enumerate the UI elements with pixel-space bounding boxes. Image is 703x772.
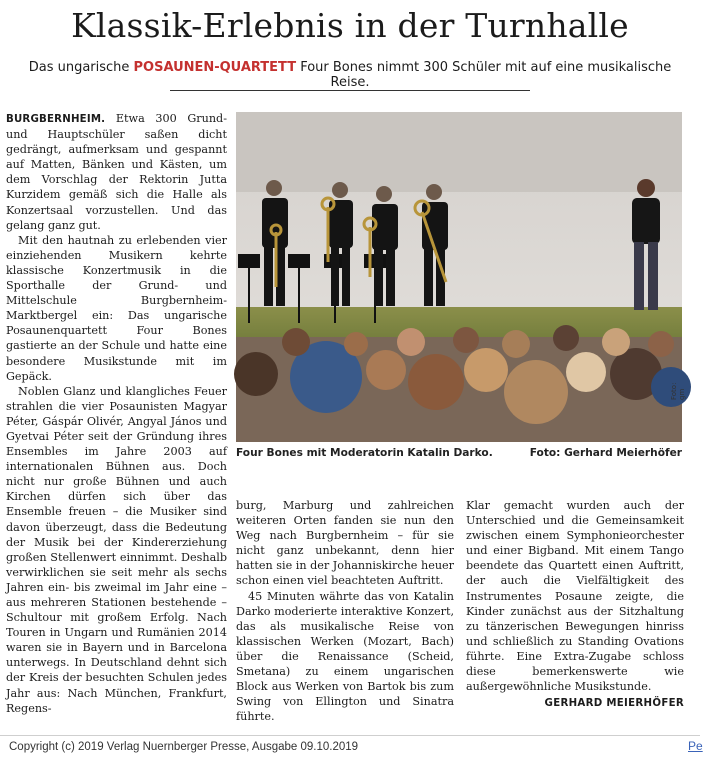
paragraph: Mit den hautnah zu erlebenden vier einziehenden Musikern kehrte klassische Konzertmusik in die Sporthalle der Grund- und Mittelschule Burgbernheim-Marktbergel ein: Das ungarische Posaunenquartett Four Bones gastierte an der Schule und hatte eine besondere Musikstunde mit im Gepäck. xyxy=(6,233,227,383)
copyright-footer: Copyright (c) 2019 Verlag Nuernberger Presse, Ausgabe 09.10.2019 xyxy=(9,741,359,753)
paragraph: 45 Minuten währte das von Katalin Darko moderierte interaktive Konzert, das als musikalische Reise von klassischen Werken (Mozart, Bach) über die Renaissance (Scheid, Smetana) zu einem ungarischen Block aus Werken von Bartok bis zum Swing von Ellington und Sinatra führte. xyxy=(236,589,454,724)
article-column-3 xyxy=(466,498,684,711)
paragraph: burg, Marburg und zahlreichen weiteren Orten fanden sie nun den Weg nach Burgbernheim – für sie nicht ganz unbekannt, denn hier hatten sie in der Johanniskirche heuer schon einen viel beachteten Auftritt. xyxy=(236,499,454,588)
caption-text: Four Bones mit Moderatorin Katalin Darko. xyxy=(236,447,493,459)
article-column-1 xyxy=(6,111,227,716)
footer-divider xyxy=(0,735,700,736)
subheadline-post: Four Bones nimmt 300 Schüler mit auf eine musikalische Reise. xyxy=(296,60,672,90)
audience xyxy=(234,325,691,442)
article-column-2 xyxy=(236,498,454,724)
dateline: BURGBERNHEIM. xyxy=(6,114,106,125)
subheadline xyxy=(11,60,690,90)
author-byline: GERHARD MEIERHÖFER xyxy=(544,698,684,710)
paragraph-text: Etwa 300 Grund- und Hauptschüler saßen dicht gedrängt, aufmerksam und gespannt auf Matten, Bänken und Kästen, um dem Vorschlag der Rektorin Jutta Kurzidem gemäß sich die Halle als Konzertsaal vorzustellen. Und das gelang ganz gut. xyxy=(6,112,227,232)
subheadline-pre: Das ungarische xyxy=(28,60,134,75)
paragraph xyxy=(6,111,227,233)
footer-link[interactable]: Pe xyxy=(688,739,703,753)
subheadline-accent: POSAUNEN-QUARTETT xyxy=(133,60,297,75)
paragraph: Noblen Glanz und klangliches Feuer strahlen die vier Posaunisten Magyar Péter, Gáspár Olivér, Angyal János und Gyetvai Péter seit der Gründung ihres Ensembles im Jahre 2003 auf internationalen Bühnen aus. Doch nicht nur große Bühnen und auch Kirchen dürfen sich über das Ensemble freuen – die Musiker sind davon überzeugt, dass die Bedeutung der Musik bei der Kindererziehung großen Stellenwert einnimmt. Deshalb verwirklichen sie seit mehr als sechs Jahren ein- bis zweimal im Jahr eine – aus mehreren Stationen bestehende – Schultour mit großem Erfolg. Nach Touren in Ungarn und Rumänien 2014 waren sie in Bayern und in Barcelona unterwegs. In Deutschland dehnt sich der Kreis der besuchten Schulen jedes Jahr aus: Nach München, Frankfurt, Regens- xyxy=(6,384,227,715)
photo-caption xyxy=(236,447,682,459)
paragraph: Klar gemacht wurden auch der Unterschied und die Gemeinsamkeit zwischen einem Symphonieorchester und einer Bigband. Mit einem Tango beendete das Quartett einen Auftritt, der auch die Vielfältigkeit des Instrumentes Posaune zeigte, die Kinder zunächst aus der Sitzhaltung zu tänzerischen Bewegungen hinriss und schließlich zu Standing Ovations führte. Eine Extra-Zugabe schloss diese bemerkenswerte wie außergewöhnliche Musikstunde. xyxy=(466,499,684,694)
photo-credit: Foto: Gerhard Meierhöfer xyxy=(529,447,682,459)
headline-divider xyxy=(170,90,530,91)
photo-side-credit: Foto: gm xyxy=(670,382,686,400)
headline: Klassik-Erlebnis in der Turnhalle xyxy=(71,6,629,45)
concert-photo-illustration xyxy=(236,112,682,442)
article-photo xyxy=(236,112,682,442)
